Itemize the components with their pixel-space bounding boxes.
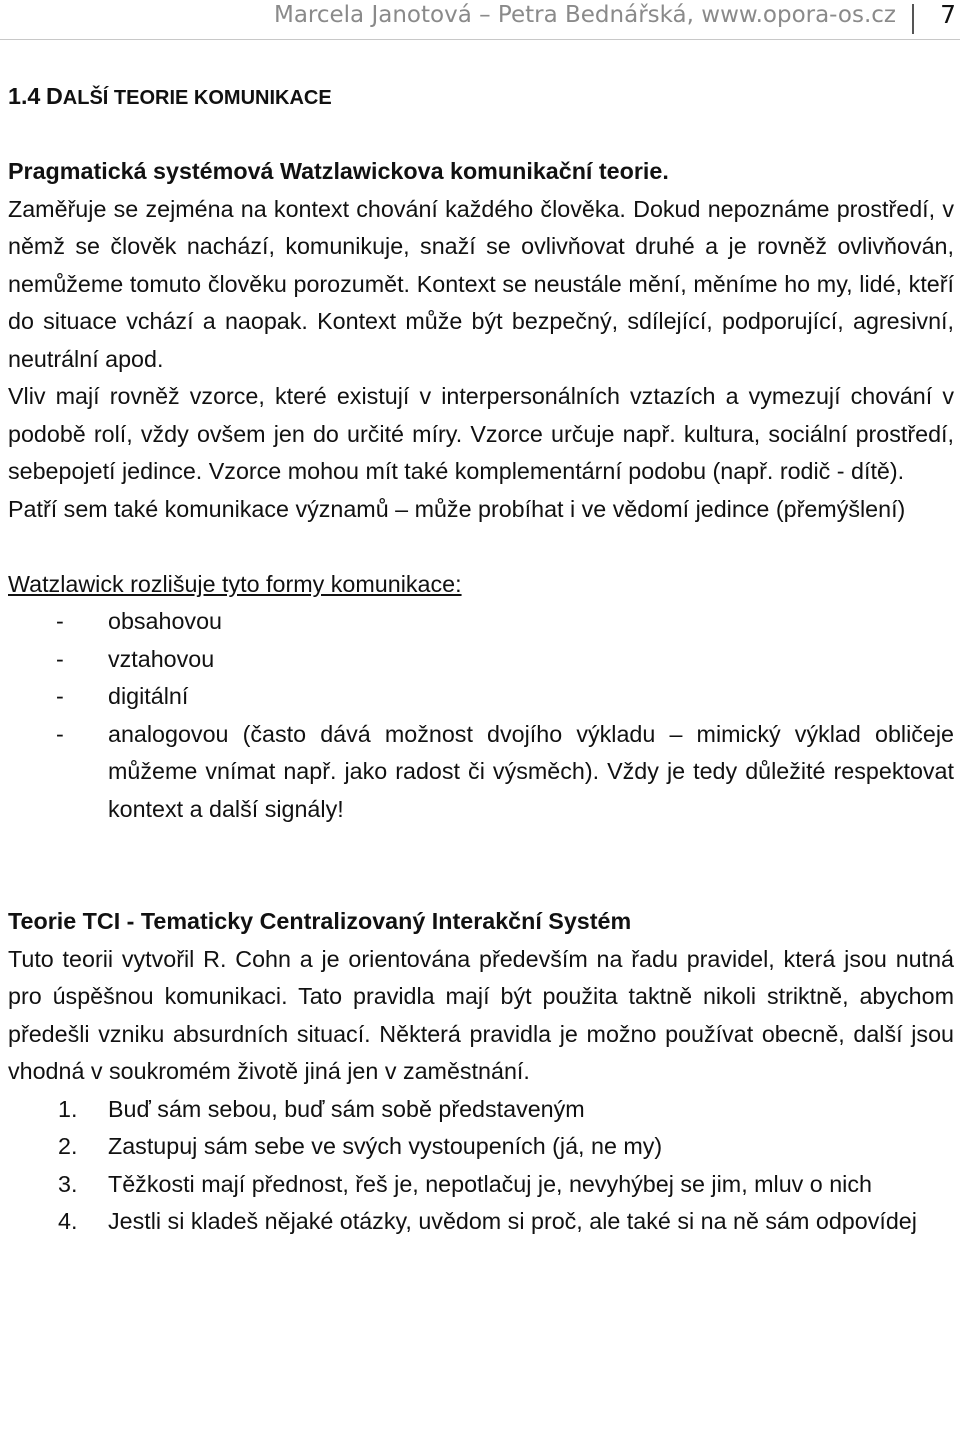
list-dash: - [56, 608, 64, 634]
header-authors: Marcela Janotová – Petra Bednářská, www.opora-os.cz [273, 2, 896, 28]
watzlawick-paragraph-2: Vliv mají rovněž vzorce, které existují v interpersonálních vztazích a vymezují chování v podobě rolí, vždy ovšem jen do určité míry. Vzorce určuje např. kultura, sociální prostředí, sebepojetí jedince. Vzorce mohou mít také komplementární podobu (např. rodič - dítě). [8, 383, 954, 484]
page-number: 7 [940, 0, 956, 29]
page-content [8, 78, 954, 1241]
list-item-text: Těžkosti mají přednost, řeš je, nepotlačuj je, nevyhýbej se jim, mluv o nich [108, 1170, 872, 1197]
section-heading [8, 78, 954, 116]
list-item-text: obsahovou [108, 608, 222, 634]
list-item [8, 1091, 954, 1129]
list-item-text: Jestli si kladeš nějaké otázky, uvědom si proč, ale také si na ně sám odpovídej [108, 1208, 917, 1234]
list-item-text: digitální [108, 683, 189, 709]
list-item [8, 1128, 954, 1166]
spacer [8, 116, 954, 154]
list-number: 3. [58, 1170, 78, 1197]
page-header [0, 0, 960, 40]
forms-heading: Watzlawick rozlišuje tyto formy komunikace: [8, 570, 462, 597]
tci-paragraph: Tuto teorii vytvořil R. Cohn a je orientována především na řadu pravidel, která jsou nutná pro úspěšnou komunikaci. Tato pravidla mají být použita taktně nikoli striktně, abychom předešli vzniku absurdních situací. Některá pravidla je možno používat obecně, další jsou vhodná v soukromém životě jiná jen v zaměstnání. [8, 945, 954, 1084]
watzlawick-title: Pragmatická systémová Watzlawickova komunikační teorie. [8, 158, 669, 184]
watzlawick-paragraph-3: Patří sem také komunikace významů – může probíhat i ve vědomí jedince (přemýšlení) [8, 495, 906, 522]
tci-title: Teorie TCI - Tematicky Centralizovaný Interakční Systém [8, 908, 632, 934]
header-rule [0, 39, 960, 40]
list-number: 1. [58, 1095, 78, 1122]
forms-list [8, 603, 954, 828]
list-item-text: Zastupuj sám sebe ve svých vystoupeních (já, ne my) [108, 1133, 663, 1159]
list-number: 2. [58, 1133, 78, 1159]
list-item [8, 1203, 954, 1241]
list-dash: - [56, 683, 64, 709]
list-dash: - [56, 645, 64, 672]
list-item [8, 603, 954, 641]
list-item-text: analogovou (často dává možnost dvojího výkladu – mimický výklad obličeje můžeme vnímat např. jako radost či výsměch). Vždy je tedy důležité respektovat kontext a další signály! [108, 720, 954, 822]
header-separator [912, 4, 914, 34]
list-item-text: Buď sám sebou, buď sám sobě představeným [108, 1095, 585, 1122]
list-item-text: vztahovou [108, 645, 215, 672]
list-item [8, 1166, 954, 1204]
tci-rules-list [8, 1091, 954, 1241]
section-title-rest: ALŠÍ TEORIE KOMUNIKACE [62, 87, 332, 109]
spacer [8, 528, 954, 566]
section-title-initial: D [45, 83, 63, 109]
list-item [8, 641, 954, 679]
list-dash: - [56, 720, 64, 747]
list-item [8, 716, 954, 829]
section-number: 1.4 [8, 83, 41, 109]
spacer [8, 828, 954, 903]
watzlawick-paragraph-1: Zaměřuje se zejména na kontext chování každého člověka. Dokud nepoznáme prostředí, v němž se člověk nachází, komunikuje, snaží se ovlivňovat druhé a je rovněž ovlivňován, nemůžeme tomuto člověku porozumět. Kontext se neustále mění, měníme ho my, lidé, kteří do situace vchází a naopak. Kontext může být bezpečný, sdílející, podporující, agresivní, neutrální apod. [8, 195, 954, 372]
list-item [8, 678, 954, 716]
list-number: 4. [58, 1208, 78, 1234]
